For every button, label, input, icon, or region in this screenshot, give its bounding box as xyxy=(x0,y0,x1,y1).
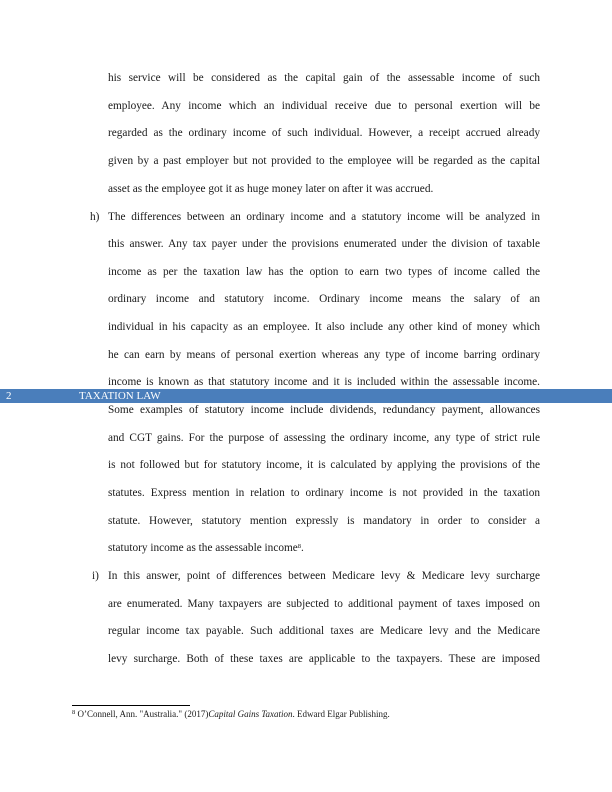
body-line: statute. However, statutory mention expressly is mandatory in order to consider a xyxy=(108,515,540,527)
body-line: this answer. Any tax payer under the provisions enumerated under the division of taxable xyxy=(108,238,540,250)
body-line: and CGT gains. For the purpose of assessing the ordinary income, any type of strict rule xyxy=(108,432,540,444)
body-line: Some examples of statutory income include dividends, redundancy payment, allowances xyxy=(108,404,540,416)
footnote-separator xyxy=(72,705,190,706)
body-line-text: statutory income as the assessable income xyxy=(108,542,298,554)
body-line: his service will be considered as the capital gain of the assessable income of such xyxy=(108,72,540,84)
footnote-title: Capital Gains Taxation xyxy=(208,709,293,719)
list-marker-i: i) xyxy=(92,570,99,582)
footnote-publisher: . Edward Elgar Publishing. xyxy=(292,709,390,719)
footnote-reference[interactable]: 8 xyxy=(297,543,302,550)
body-line: is not followed but for statutory income, it is calculated by applying the provisions of the xyxy=(108,459,540,471)
body-line: employee. Any income which an individual receive due to personal exertion will be xyxy=(108,100,540,112)
body-line: given by a past employer but not provided to the employee will be regarded as the capital xyxy=(108,155,540,167)
header-title: TAXATION LAW xyxy=(79,390,161,402)
page-number: 2 xyxy=(6,390,12,402)
body-line: regarded as the ordinary income of such individual. However, a receipt accrued already xyxy=(108,127,540,139)
list-marker-h: h) xyxy=(90,211,100,223)
running-header xyxy=(0,389,612,403)
body-line: income is known as that statutory income and it is included within the assessable income. xyxy=(108,376,540,388)
body-line: asset as the employee got it as huge money later on after it was accrued. xyxy=(108,183,434,195)
body-line: are enumerated. Many taxpayers are subjected to additional payment of taxes imposed on xyxy=(108,598,540,610)
body-line-final xyxy=(108,541,540,555)
body-line: statutes. Express mention in relation to ordinary income is not provided in the taxation xyxy=(108,487,540,499)
footnote-text: O’Connell, Ann. "Australia." (2017) xyxy=(75,709,209,719)
footnote xyxy=(72,708,390,720)
body-line: individual in his capacity as an employee. It also include any other kind of money which xyxy=(108,321,540,333)
body-line: In this answer, point of differences between Medicare levy & Medicare levy surcharge xyxy=(108,570,540,582)
body-line: levy surcharge. Both of these taxes are applicable to the taxpayers. These are imposed xyxy=(108,653,540,665)
body-line: regular income tax payable. Such additional taxes are Medicare levy and the Medicare xyxy=(108,625,540,637)
body-line: he can earn by means of personal exertion whereas any type of income barring ordinary xyxy=(108,349,540,361)
body-line: ordinary income and statutory income. Ordinary income means the salary of an xyxy=(108,293,540,305)
body-line: income as per the taxation law has the option to earn two types of income called the xyxy=(108,266,540,278)
sentence-end: . xyxy=(301,542,304,554)
body-line: The differences between an ordinary income and a statutory income will be analyzed in xyxy=(108,211,540,223)
footnote-number: 8 xyxy=(72,709,76,716)
